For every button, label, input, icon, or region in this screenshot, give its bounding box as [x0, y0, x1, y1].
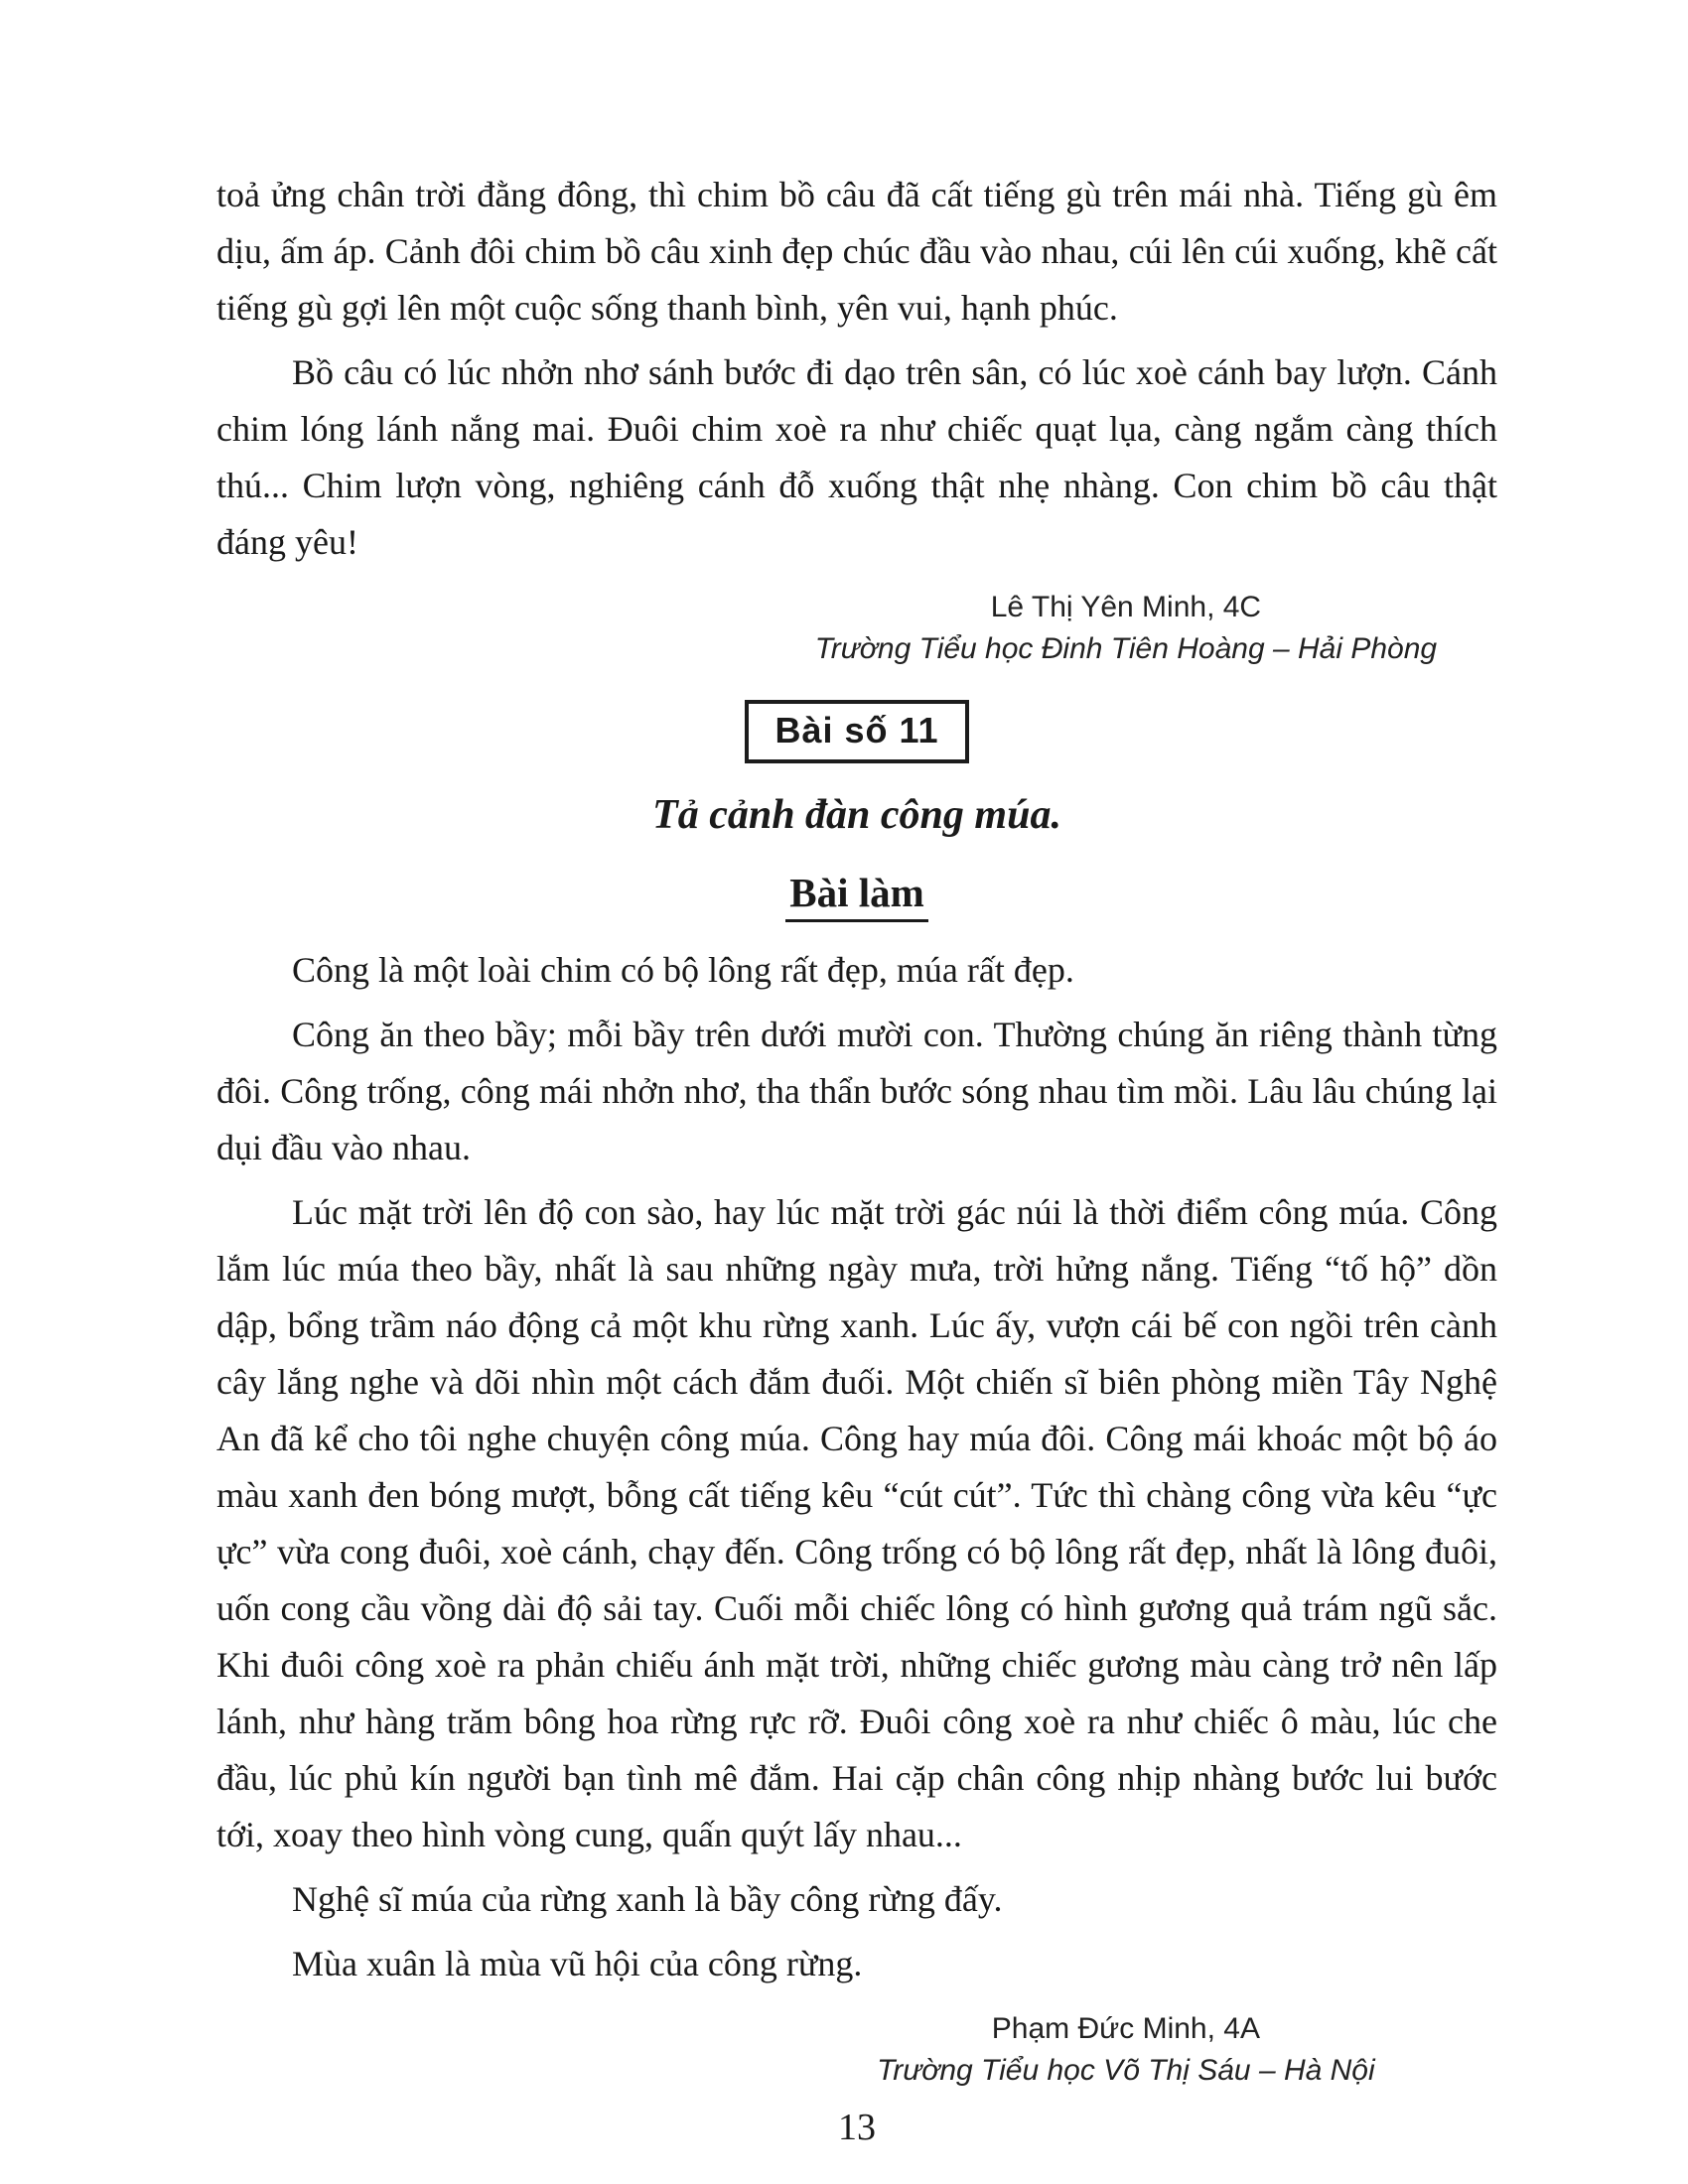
author-name: Lê Thị Yên Minh, 4C: [990, 591, 1262, 623]
essay-paragraph: Mùa xuân là mùa vũ hội của công rừng.: [292, 1944, 863, 1983]
bai-lam-heading: Bài làm: [785, 869, 928, 922]
author-school: Trường Tiểu học Võ Thị Sáu – Hà Nội: [877, 2054, 1375, 2087]
essay-paragraph: Công ăn theo bầy; mỗi bầy trên dưới mười con. Thường chúng ăn riêng thành từng đôi. Công trống, công mái nhởn nhơ, tha thẩn bước sóng nhau tìm mồi. Lâu lâu chúng lại dụi đầu vào nhau.: [216, 1015, 1497, 1167]
essay-body: [216, 942, 1497, 1992]
previous-essay-signature: [216, 587, 1497, 670]
previous-essay-paragraph-continuation: toả ửng chân trời đằng đông, thì chim bồ câu đã cất tiếng gù trên mái nhà. Tiếng gù êm dịu, ấm áp. Cảnh đôi chim bồ câu xinh đẹp chúc đầu vào nhau, cúi lên cúi xuống, khẽ cất tiếng gù gợi lên một cuộc sống thanh bình, yên vui, hạnh phúc.: [216, 175, 1497, 328]
lesson-number-box: Bài số 11: [745, 700, 968, 763]
essay-paragraph: Lúc mặt trời lên độ con sào, hay lúc mặt trời gác núi là thời điểm công múa. Công lắm lúc múa theo bầy, nhất là sau những ngày mưa, trời hửng nắng. Tiếng “tố hộ” dồn dập, bổng trầm náo động cả một khu rừng xanh. Lúc ấy, vượn cái bế con ngồi trên cành cây lắng nghe và dõi nhìn một cách đắm đuối. Một chiến sĩ biên phòng miền Tây Nghệ An đã kể cho tôi nghe chuyện công múa. Công hay múa đôi. Công mái khoác một bộ áo màu xanh đen bóng mượt, bỗng cất tiếng kêu “cút cút”. Tức thì chàng công vừa kêu “ực ực” vừa cong đuôi, xoè cánh, chạy đến. Công trống có bộ lông rất đẹp, nhất là lông đuôi, uốn cong cầu vồng dài độ sải tay. Cuối mỗi chiếc lông có hình gương quả trám ngũ sắc. Khi đuôi công xoè ra phản chiếu ánh mặt trời, những chiếc gương màu càng trở nên lấp lánh, như hàng trăm bông hoa rừng rực rỡ. Đuôi công xoè ra như chiếc ô màu, lúc che đầu, lúc phủ kín người bạn tình mê đắm. Hai cặp chân công nhịp nhàng bước lui bước tới, xoay theo hình vòng cung, quấn quýt lấy nhau...: [216, 1192, 1497, 1854]
lesson-number-row: [216, 700, 1497, 763]
bai-lam-heading-row: [216, 869, 1497, 922]
essay-title: Tả cảnh đàn công múa.: [652, 792, 1061, 838]
author-name: Phạm Đức Minh, 4A: [991, 2012, 1260, 2045]
page-number: 13: [838, 2107, 876, 2148]
page-content: [216, 167, 1497, 2149]
essay-paragraph: Công là một loài chim có bộ lông rất đẹp, múa rất đẹp.: [292, 950, 1074, 990]
author-school: Trường Tiểu học Đinh Tiên Hoàng – Hải Phòng: [814, 632, 1438, 665]
previous-essay-paragraph: Bồ câu có lúc nhởn nhơ sánh bước đi dạo trên sân, có lúc xoè cánh bay lượn. Cánh chim lóng lánh nắng mai. Đuôi chim xoè ra như chiếc quạt lụa, càng ngắm càng thích thú... Chim lượn vòng, nghiêng cánh đỗ xuống thật nhẹ nhàng. Con chim bồ câu thật đáng yêu!: [216, 352, 1497, 562]
essay-signature: [216, 2008, 1497, 2092]
essay-paragraph: Nghệ sĩ múa của rừng xanh là bầy công rừng đấy.: [292, 1879, 1003, 1919]
